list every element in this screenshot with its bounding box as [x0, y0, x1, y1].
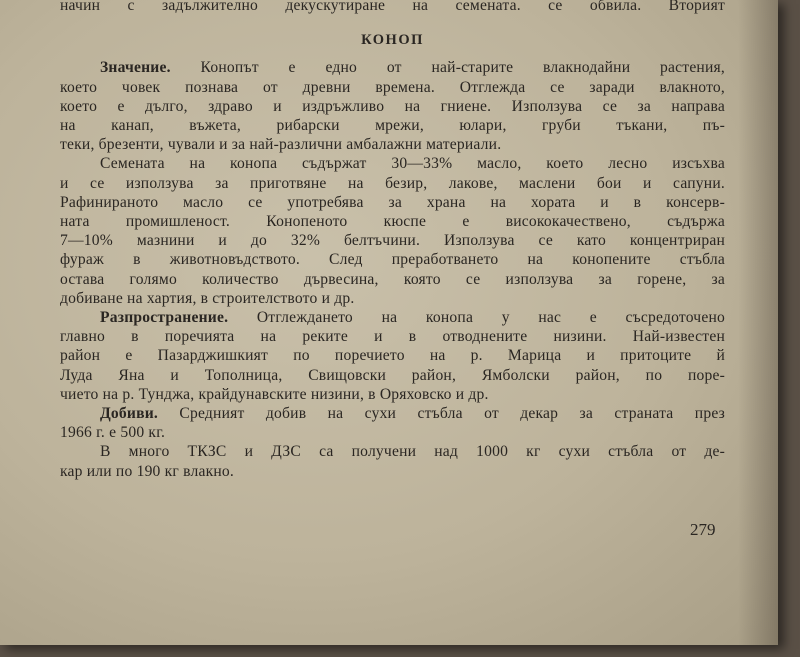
paragraph-line: фураж в животновъдството. След преработването на конопените стъбла	[60, 251, 725, 269]
paragraph-line: В много ТКЗС и ДЗС са получени над 1000 кг сухи стъбла от де-	[100, 443, 725, 461]
paragraph-line: Рафинираното масло се употребява за храна на хората и в консерв-	[60, 193, 725, 211]
page-number: 279	[690, 520, 716, 539]
page-text	[60, 0, 725, 481]
paragraph-line: главно в поречията на реките и в отводнените низини. Най-известен	[60, 328, 725, 346]
paragraph-line: теки, брезенти, чували и за най-различни амбалажни материали.	[60, 136, 502, 154]
paragraph-line: Разпространение. Отглеждането на конопа у нас е съсредоточено	[100, 309, 725, 327]
paragraph-line: на канап, въжета, рибарски мрежи, юлари, груби тъкани, пъ-	[60, 117, 725, 135]
paragraph-line: и се използува за приготвяне на безир, лакове, маслени бои и сапуни.	[60, 174, 725, 192]
paragraph-label: Добиви.	[100, 405, 159, 423]
paragraph-line: 7—10% мазнини и до 32% белтъчини. Използува се като концентриран	[60, 232, 725, 250]
paragraph-label: Разпространение.	[100, 309, 229, 327]
paragraph-line: остава голямо количество дървесина, която се използува за горене, за	[60, 270, 725, 288]
paragraph-line: добиване на хартия, в строителството и др.	[60, 289, 355, 307]
paragraph-line: кар или по 190 кг влакно.	[60, 462, 235, 480]
paragraph-line: Семената на конопа съдържат 30—33% масло, което лесно изсъхва	[100, 155, 725, 173]
section-heading: КОНОП	[361, 32, 424, 49]
paragraph-line: Луда Яна и Тополница, Свищовски район, Ямболски район, по поре-	[60, 366, 725, 384]
paragraph-label: Значение.	[100, 59, 171, 77]
paragraph-line: 1966 г. е 500 кг.	[60, 424, 166, 442]
paragraph-line: което е дълго, здраво и издръжливо на гниене. Използува се за направа	[60, 97, 725, 115]
paragraph-line: район е Пазарджишкият по поречието на р. Марица и притоците й	[60, 347, 725, 365]
paragraph-line: Значение. Конопът е едно от най-старите влакнодайни растения,	[100, 59, 725, 77]
top-line: начин с задължително декускутиране на семената. се обвила. Вторият	[60, 0, 725, 14]
paragraph-line: чието на р. Тунджа, крайдунавските низини, в Оряховско и др.	[60, 385, 489, 403]
paragraph-line: ната промишленост. Конопеното кюспе е висококачествено, съдържа	[60, 213, 725, 231]
paragraph-line: което човек познава от древни времена. Отглежда се заради влакното,	[60, 78, 725, 96]
paragraph-line: Добиви. Средният добив на сухи стъбла от декар за страната през	[100, 405, 725, 423]
